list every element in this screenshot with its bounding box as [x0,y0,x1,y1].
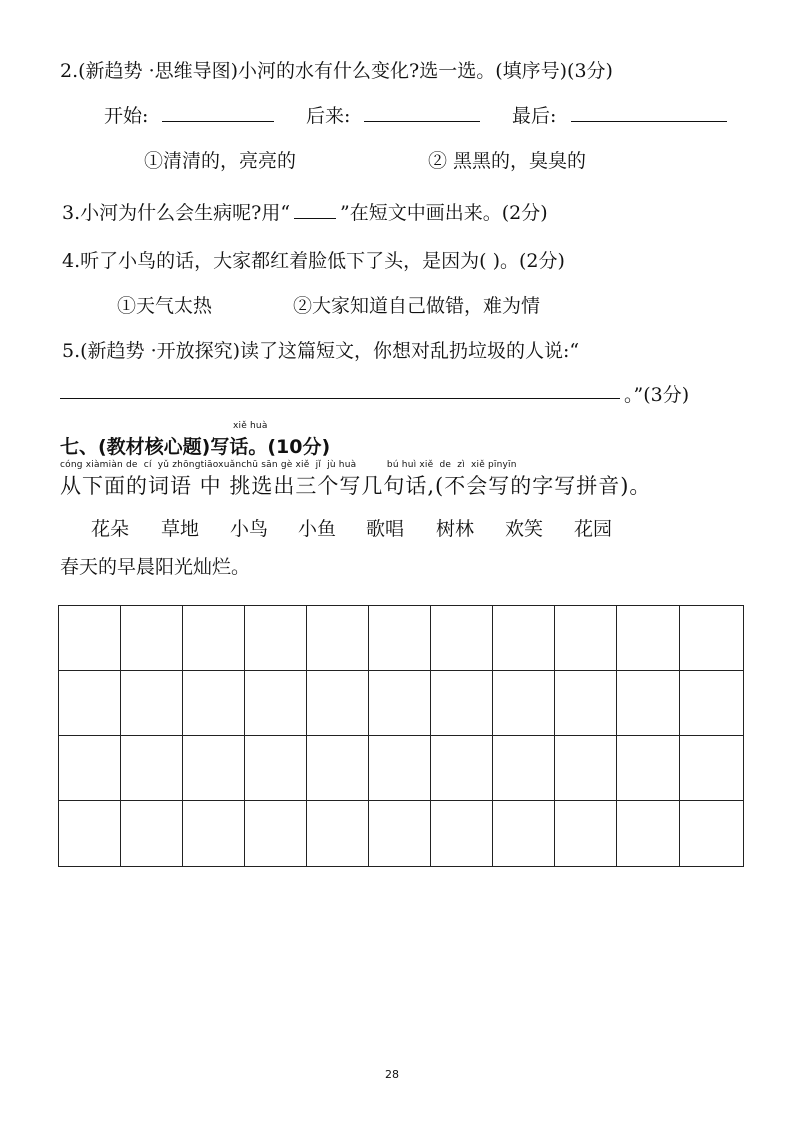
section7-title [60,432,330,459]
grid-line [244,606,245,866]
q3-suffix: ”在短文中画出来。(2分) [340,202,548,224]
q4-option-2: ②大家知道自己做错，难为情 [293,295,541,317]
grid-line [492,606,493,866]
q3-inline-blank[interactable] [294,204,336,219]
section7-instruction-pinyin: cóng xiàmiàn de cí yǔ zhōngtiāoxuǎnchū sān gè xiě jǐ jù huà bú huì xiě de zì xiě pīnyīn [60,460,517,470]
word-item: 花园 [574,518,613,540]
q2-blank-start[interactable] [162,121,274,122]
word-item: 树林 [436,518,475,540]
q5-question: 5.(新趋势 ·开放探究)读了这篇短文，你想对乱扔垃圾的人说:“ [62,340,580,362]
q5-answer-line[interactable] [60,398,620,399]
q2-question: 2.(新趋势 ·思维导图)小河的水有什么变化?选一选。(填序号)(3分) [60,60,613,82]
q3-prefix: 3.小河为什么会生病呢?用“ [62,202,291,224]
q2-option-2: ② 黑黑的，臭臭的 [428,150,587,172]
q2-label-start: 开始: [104,105,149,127]
q4-question: 4.听了小鸟的话，大家都红着脸低下了头，是因为( )。(2分) [62,250,565,272]
q2-label-last: 最后: [512,105,557,127]
section7-title-prefix: 七、(教材核心题) [60,436,211,458]
grid-line [554,606,555,866]
word-item: 欢笑 [505,518,544,540]
section7-title-pinyin: xiě huà [233,421,268,431]
q5-end: 。”(3分) [624,384,690,406]
q2-blank-last[interactable] [571,121,727,122]
word-item: 小鸟 [230,518,269,540]
writing-grid[interactable] [58,605,744,867]
grid-line [120,606,121,866]
example-sentence: 春天的早晨阳光灿烂。 [60,556,251,578]
section7-title-char: 写话。(10分) [210,436,331,458]
q2-label-later: 后来: [306,105,351,127]
word-item: 草地 [161,518,200,540]
word-item: 歌唱 [366,518,405,540]
grid-line [306,606,307,866]
word-item: 小鱼 [298,518,337,540]
grid-line [679,606,680,866]
grid-line [368,606,369,866]
q2-blank-later[interactable] [364,121,480,122]
q2-option-1: ①清清的，亮亮的 [144,150,297,172]
grid-line [616,606,617,866]
word-item: 花朵 [91,518,130,540]
q4-option-1: ①天气太热 [117,295,213,317]
grid-line [59,670,743,671]
grid-line [59,735,743,736]
section7-instruction: 从下面的词语 中 挑选出三个写几句话,(不会写的字写拼音)。 [60,474,652,498]
grid-line [430,606,431,866]
grid-line [182,606,183,866]
q3-question [62,198,548,225]
page-number: 28 [385,1068,399,1081]
grid-line [59,800,743,801]
